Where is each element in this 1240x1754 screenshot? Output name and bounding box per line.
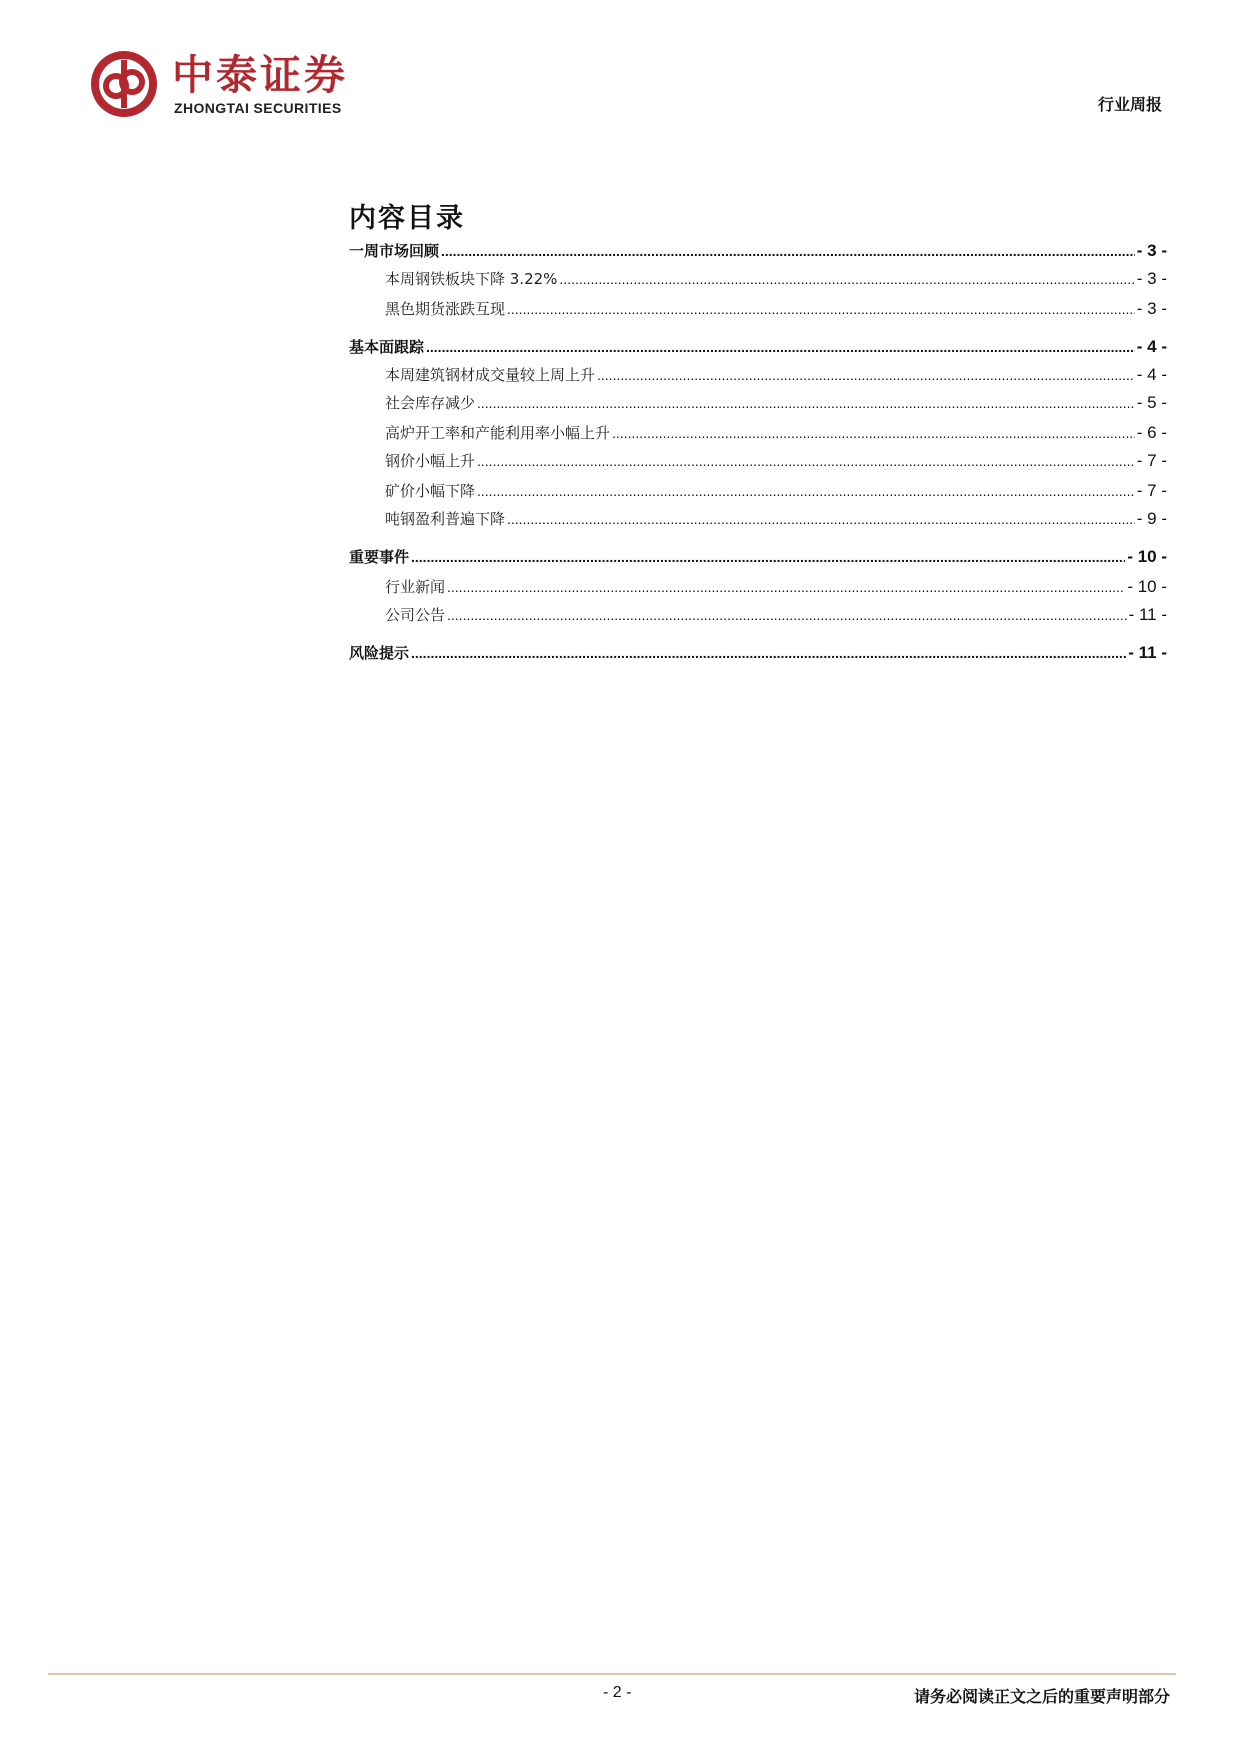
toc-entry-label: 高炉开工率和产能利用率小幅上升 [385, 424, 611, 442]
toc-entry-page: - 11 - [1128, 605, 1167, 624]
toc-leader-dots [612, 425, 1135, 441]
toc-entry-page: - 9 - [1136, 509, 1167, 528]
footer-disclaimer: 请务必阅读正文之后的重要声明部分 [913, 1687, 1170, 1706]
toc-leader-dots [441, 243, 1135, 259]
toc-entry-label: 一周市场回顾 [349, 242, 440, 260]
toc-entry[interactable] [349, 364, 1167, 390]
toc-entry-page: - 3 - [1136, 269, 1167, 288]
toc-leader-dots [477, 395, 1135, 411]
toc-entry-page: - 10 - [1127, 577, 1167, 596]
toc-entry[interactable] [349, 422, 1167, 448]
toc-entry[interactable] [349, 392, 1167, 418]
toc-leader-dots [477, 453, 1135, 469]
footer-divider [48, 1673, 1176, 1675]
toc-entry[interactable] [349, 268, 1167, 294]
toc-leader-dots [597, 367, 1135, 383]
toc-leader-dots [411, 645, 1126, 661]
toc-entry-page: - 3 - [1136, 299, 1167, 318]
toc-entry[interactable] [349, 546, 1167, 572]
company-logo [88, 48, 388, 124]
logo-chinese-name: 中泰证券 [172, 51, 348, 99]
toc-entry-label: 社会库存减少 [385, 394, 476, 412]
toc-entry-page: - 6 - [1136, 423, 1167, 442]
toc-entry-label: 本周钢铁板块下降 3.22% [385, 270, 558, 288]
logo-english-name: ZHONGTAI SECURITIES [174, 100, 342, 116]
toc-entry[interactable] [349, 336, 1167, 362]
toc-entry-label: 吨钢盈利普遍下降 [385, 510, 506, 528]
toc-leader-dots [507, 301, 1135, 317]
toc-entry[interactable] [349, 576, 1167, 602]
toc-leader-dots [559, 271, 1134, 287]
toc-entry-label: 行业新闻 [385, 578, 446, 596]
toc-entry[interactable] [349, 642, 1167, 668]
toc-entry-page: - 4 - [1136, 365, 1167, 384]
toc-leader-dots [507, 511, 1135, 527]
toc-leader-dots [411, 549, 1125, 565]
toc-entry-label: 基本面跟踪 [349, 338, 425, 356]
toc-leader-dots [477, 483, 1135, 499]
toc-entry-label: 钢价小幅上升 [385, 452, 476, 470]
toc-entry-page: - 4 - [1136, 337, 1167, 356]
toc-leader-dots [447, 579, 1125, 595]
toc-entry-label: 重要事件 [349, 548, 410, 566]
toc-entry[interactable] [349, 298, 1167, 324]
toc-entry-page: - 5 - [1136, 393, 1167, 412]
toc-entry[interactable] [349, 450, 1167, 476]
report-type-label: 行业周报 [1097, 95, 1162, 114]
toc-leader-dots [426, 339, 1135, 355]
toc-entry-page: - 10 - [1127, 547, 1167, 566]
toc-entry-page: - 3 - [1136, 241, 1167, 260]
toc-leader-dots [447, 607, 1127, 623]
toc-entry-label: 公司公告 [385, 606, 446, 624]
toc-entry-page: - 11 - [1128, 643, 1167, 662]
toc-entry-label: 黑色期货涨跌互现 [385, 300, 506, 318]
toc-title: 内容目录 [349, 203, 465, 234]
toc-entry-label: 矿价小幅下降 [385, 482, 476, 500]
footer-page-number: - 2 - [603, 1684, 632, 1701]
toc-entry-label: 本周建筑钢材成交量较上周上升 [385, 366, 596, 384]
toc-entry[interactable] [349, 508, 1167, 534]
toc-entry[interactable] [349, 604, 1167, 630]
toc-entry-page: - 7 - [1136, 451, 1167, 470]
zhongtai-logo-icon [88, 48, 160, 120]
toc-entry[interactable] [349, 240, 1167, 266]
toc-entry-label: 风险提示 [349, 644, 410, 662]
toc-entry-page: - 7 - [1136, 481, 1167, 500]
toc-entry[interactable] [349, 480, 1167, 506]
